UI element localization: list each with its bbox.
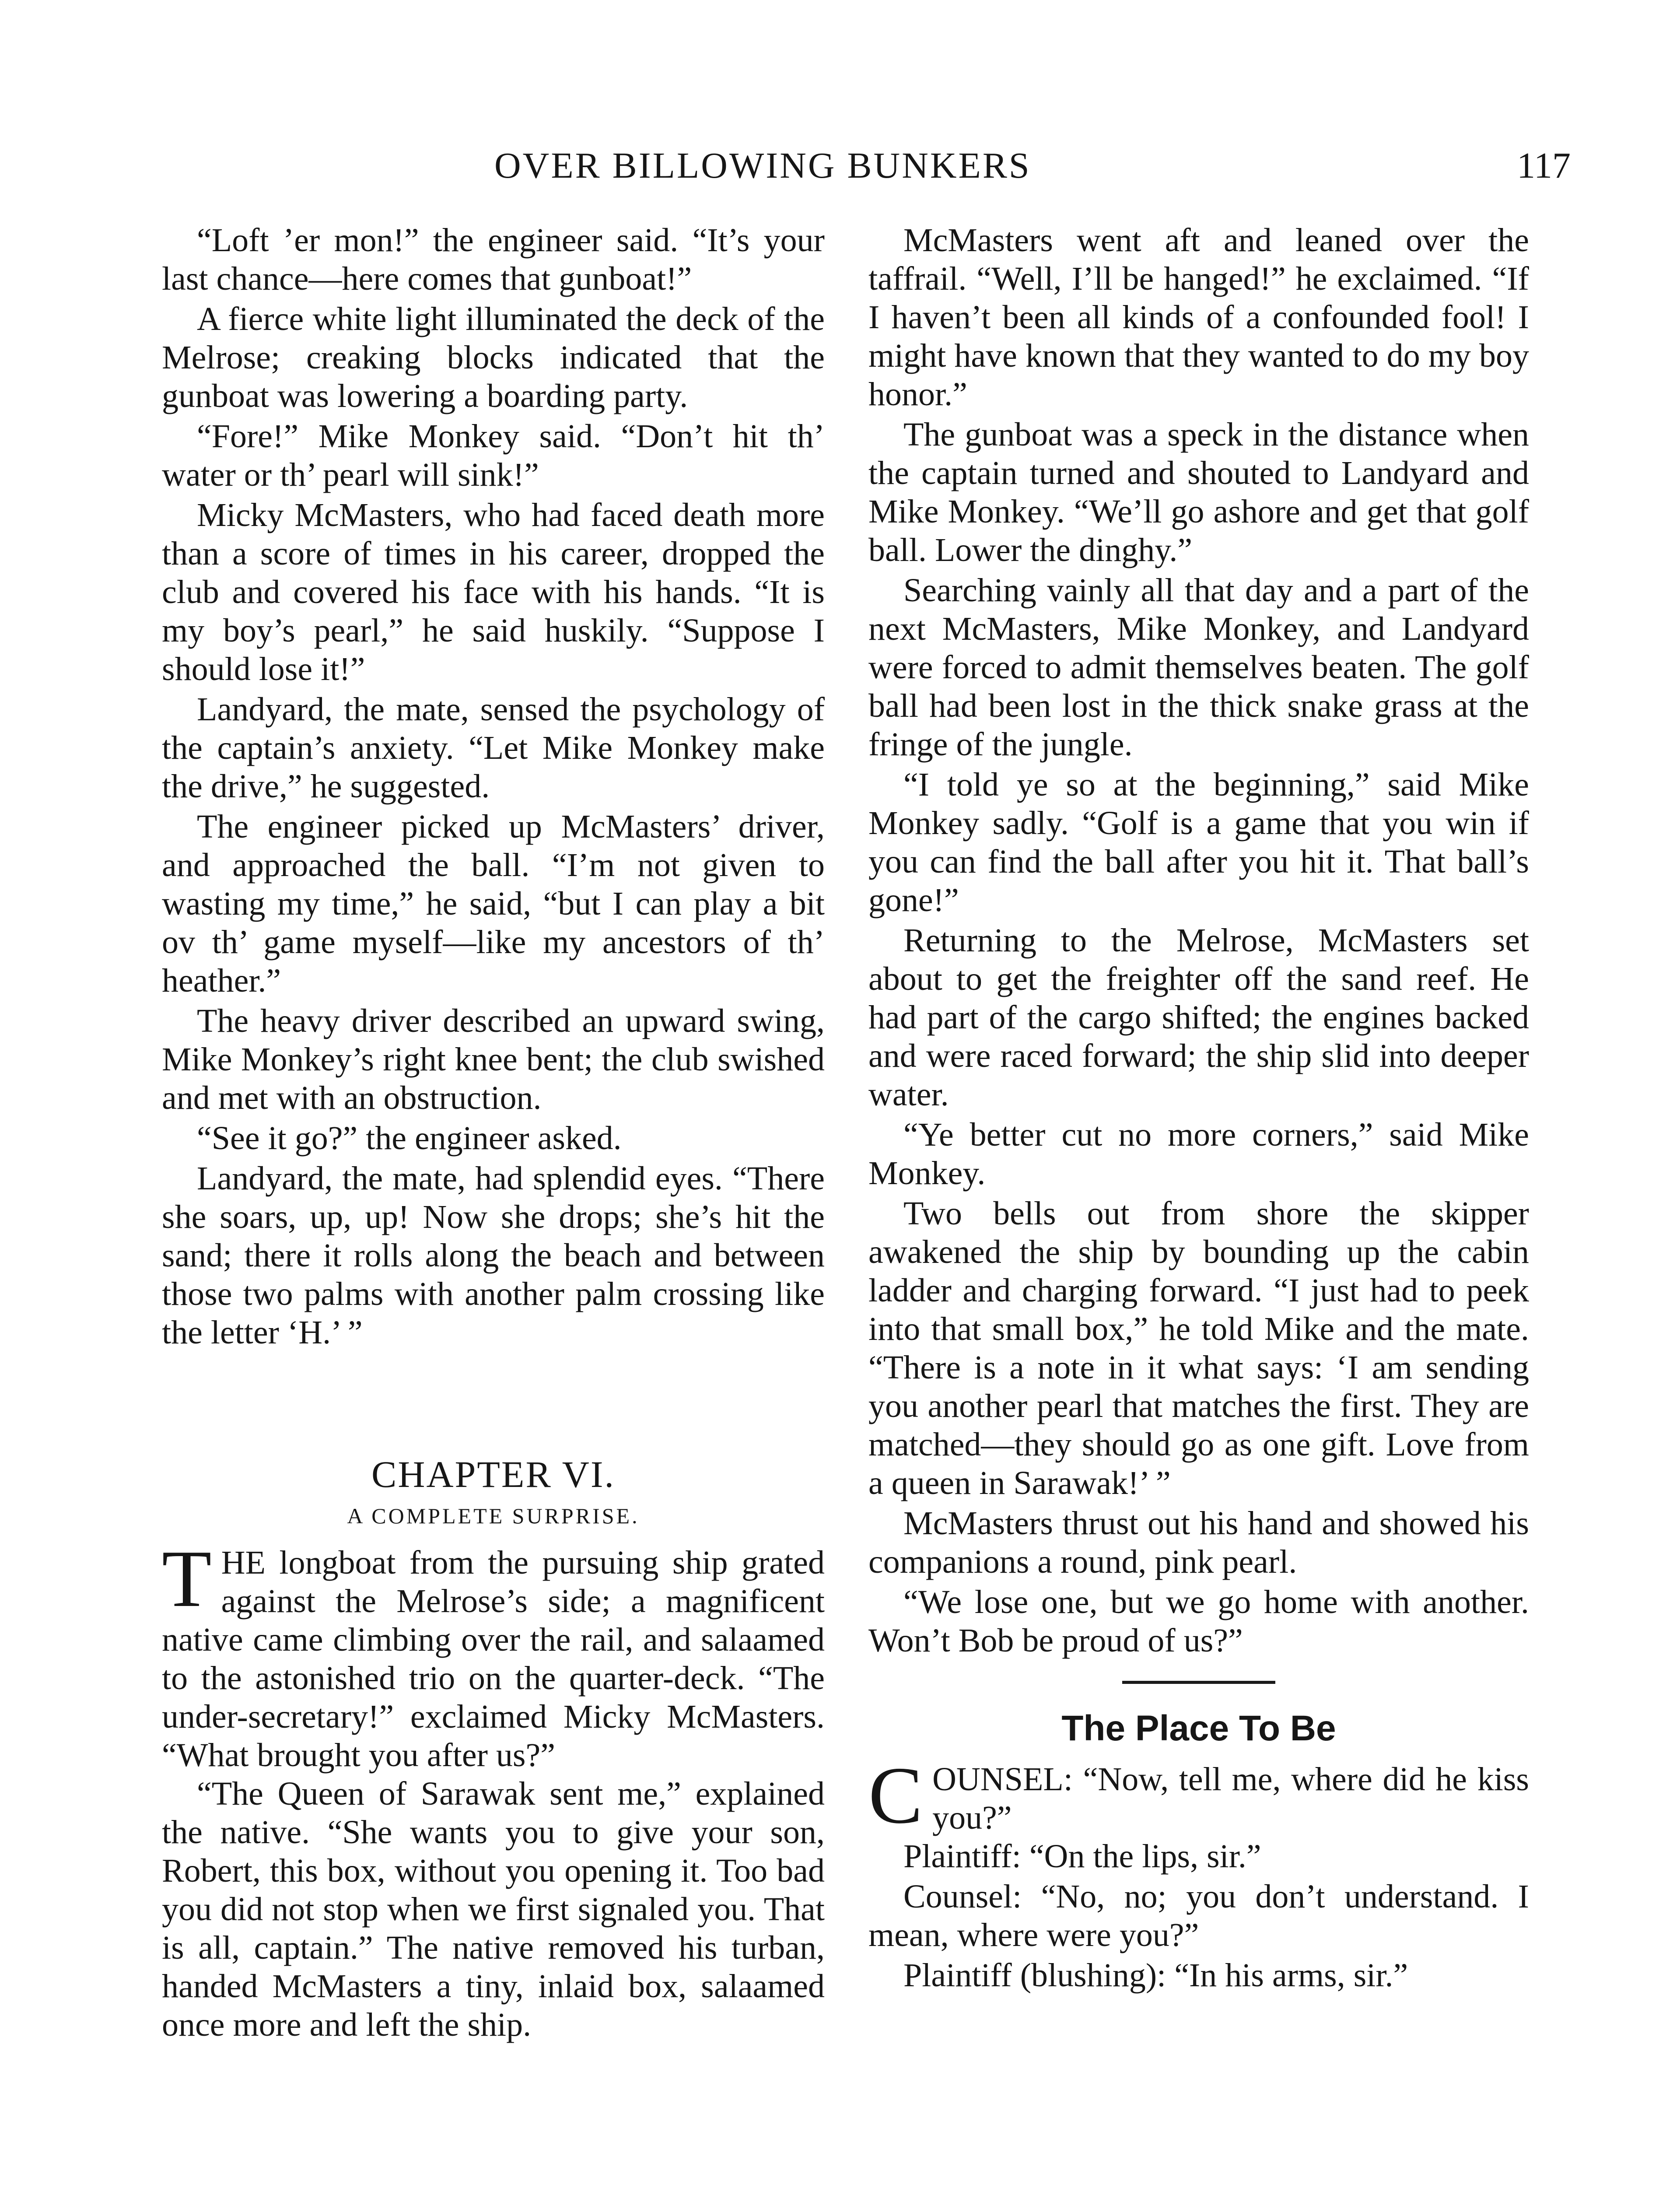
story-paragraph: Returning to the Melrose, McMasters set about to get the freighter off the sand reef. He had part of the cargo shifted; the engines backed and were raced forward; the ship slid into deeper water. <box>868 922 1529 1113</box>
story-paragraph: “See it go?” the engineer asked. <box>197 1120 622 1157</box>
left-column <box>162 221 825 2044</box>
filler-paragraph: Plaintiff: “On the lips, sir.” <box>903 1838 1261 1875</box>
story-paragraph: McMasters thrust out his hand and showed his companions a round, pink pearl. <box>868 1505 1529 1580</box>
story-paragraph: Searching vainly all that day and a part of the next McMasters, Mike Monkey, and Landyard were forced to admit themselves beaten. The golf ball had been lost in the thick snake grass at the fringe of the jungle. <box>868 572 1529 763</box>
chapter-heading: CHAPTER VI. <box>371 1453 616 1495</box>
story-paragraph: “Ye better cut no more corners,” said Mike Monkey. <box>868 1116 1529 1192</box>
story-paragraph: Two bells out from shore the skipper awakened the ship by bounding up the cabin ladder and charging forward. “I just had to peek into that small box,” he told Mike and the mate. “There is a note in it what says: ‘I am sending you another pearl that matches the first. They are matched—they should go as one gift. Love from a queen in Sarawak!’ ” <box>868 1195 1529 1501</box>
story-paragraph: “We lose one, but we go home with another. Won’t Bob be proud of us?” <box>868 1584 1529 1659</box>
story-paragraph: “Loft ’er mon!” the engineer said. “It’s your last chance—here comes that gunboat!” <box>162 222 825 297</box>
drop-cap-letter: T <box>162 1534 212 1624</box>
right-column <box>868 221 1529 1995</box>
story-paragraph: “The Queen of Sarawak sent me,” explained the native. “She wants you to give your son, Robert, this box, without you opening it. Too bad you did not stop when we first signaled you. That is all, captain.” The native removed his turban, handed McMasters a tiny, inlaid box, salaamed once more and left the ship. <box>162 1775 825 2043</box>
running-title: OVER BILLOWING BUNKERS <box>494 145 1031 186</box>
story-paragraph: Landyard, the mate, sensed the psychology of the captain’s anxiety. “Let Mike Monkey make the drive,” he suggested. <box>162 691 825 805</box>
filler-paragraph: Plaintiff (blushing): “In his arms, sir.” <box>903 1957 1408 1994</box>
story-paragraph: The gunboat was a speck in the distance when the captain turned and shouted to Landyard and Mike Monkey. “We’ll go ashore and get that golf ball. Lower the dinghy.” <box>868 416 1529 568</box>
drop-cap-letter: C <box>868 1750 923 1841</box>
chapter-opening-text: HE longboat from the pursuing ship grated against the Melrose’s side; a magnificent native came climbing over the rail, and salaamed to the astonished trio on the quarter-deck. “The under-secretary!” exclaimed Micky McMasters. “What brought you after us?” <box>162 1544 825 1774</box>
chapter-opening-paragraph <box>162 1534 825 1774</box>
story-paragraph: “I told ye so at the beginning,” said Mike Monkey sadly. “Golf is a game that you win if you can find the ball after you hit it. That ball’s gone!” <box>868 766 1529 919</box>
story-paragraph: The heavy driver described an upward swing, Mike Monkey’s right knee bent; the club swished and met with an obstruction. <box>162 1003 825 1116</box>
story-paragraph: The engineer picked up McMasters’ driver, and approached the ball. “I’m not given to wasting my time,” he said, “but I can play a bit ov th’ game myself—like my ancestors of th’ heather.” <box>162 808 825 999</box>
filler-paragraph: Counsel: “No, no; you don’t understand. I mean, where were you?” <box>868 1878 1529 1953</box>
page-number: 117 <box>1517 145 1571 186</box>
section-divider-rule <box>1122 1681 1275 1684</box>
story-paragraph: McMasters went aft and leaned over the taffrail. “Well, I’ll be hanged!” he exclaimed. “If I haven’t been all kinds of a confounded fool! I might have known that they wanted to do my boy honor.” <box>868 222 1529 413</box>
filler-title: The Place To Be <box>1061 1708 1336 1748</box>
chapter-subtitle: A COMPLETE SURPRISE. <box>347 1504 640 1528</box>
running-header <box>0 144 1680 193</box>
story-paragraph: “Fore!” Mike Monkey said. “Don’t hit th’ water or th’ pearl will sink!” <box>162 418 825 493</box>
story-paragraph: Micky McMasters, who had faced death more than a score of times in his career, dropped the club and covered his face with his hands. “It is my boy’s pearl,” he said huskily. “Suppose I should lose it!” <box>162 497 825 687</box>
filler-opening-text: OUNSEL: “Now, tell me, where did he kiss you?” <box>932 1761 1529 1836</box>
story-paragraph: Landyard, the mate, had splendid eyes. “There she soars, up, up! Now she drops; she’s hit the sand; there it rolls along the beach and between those two palms with another palm crossing like the letter ‘H.’ ” <box>162 1160 825 1351</box>
filler-opening-paragraph <box>868 1750 1529 1841</box>
story-paragraph: A fierce white light illuminated the deck of the Melrose; creaking blocks indicated that the gunboat was lowering a boarding party. <box>162 301 825 414</box>
